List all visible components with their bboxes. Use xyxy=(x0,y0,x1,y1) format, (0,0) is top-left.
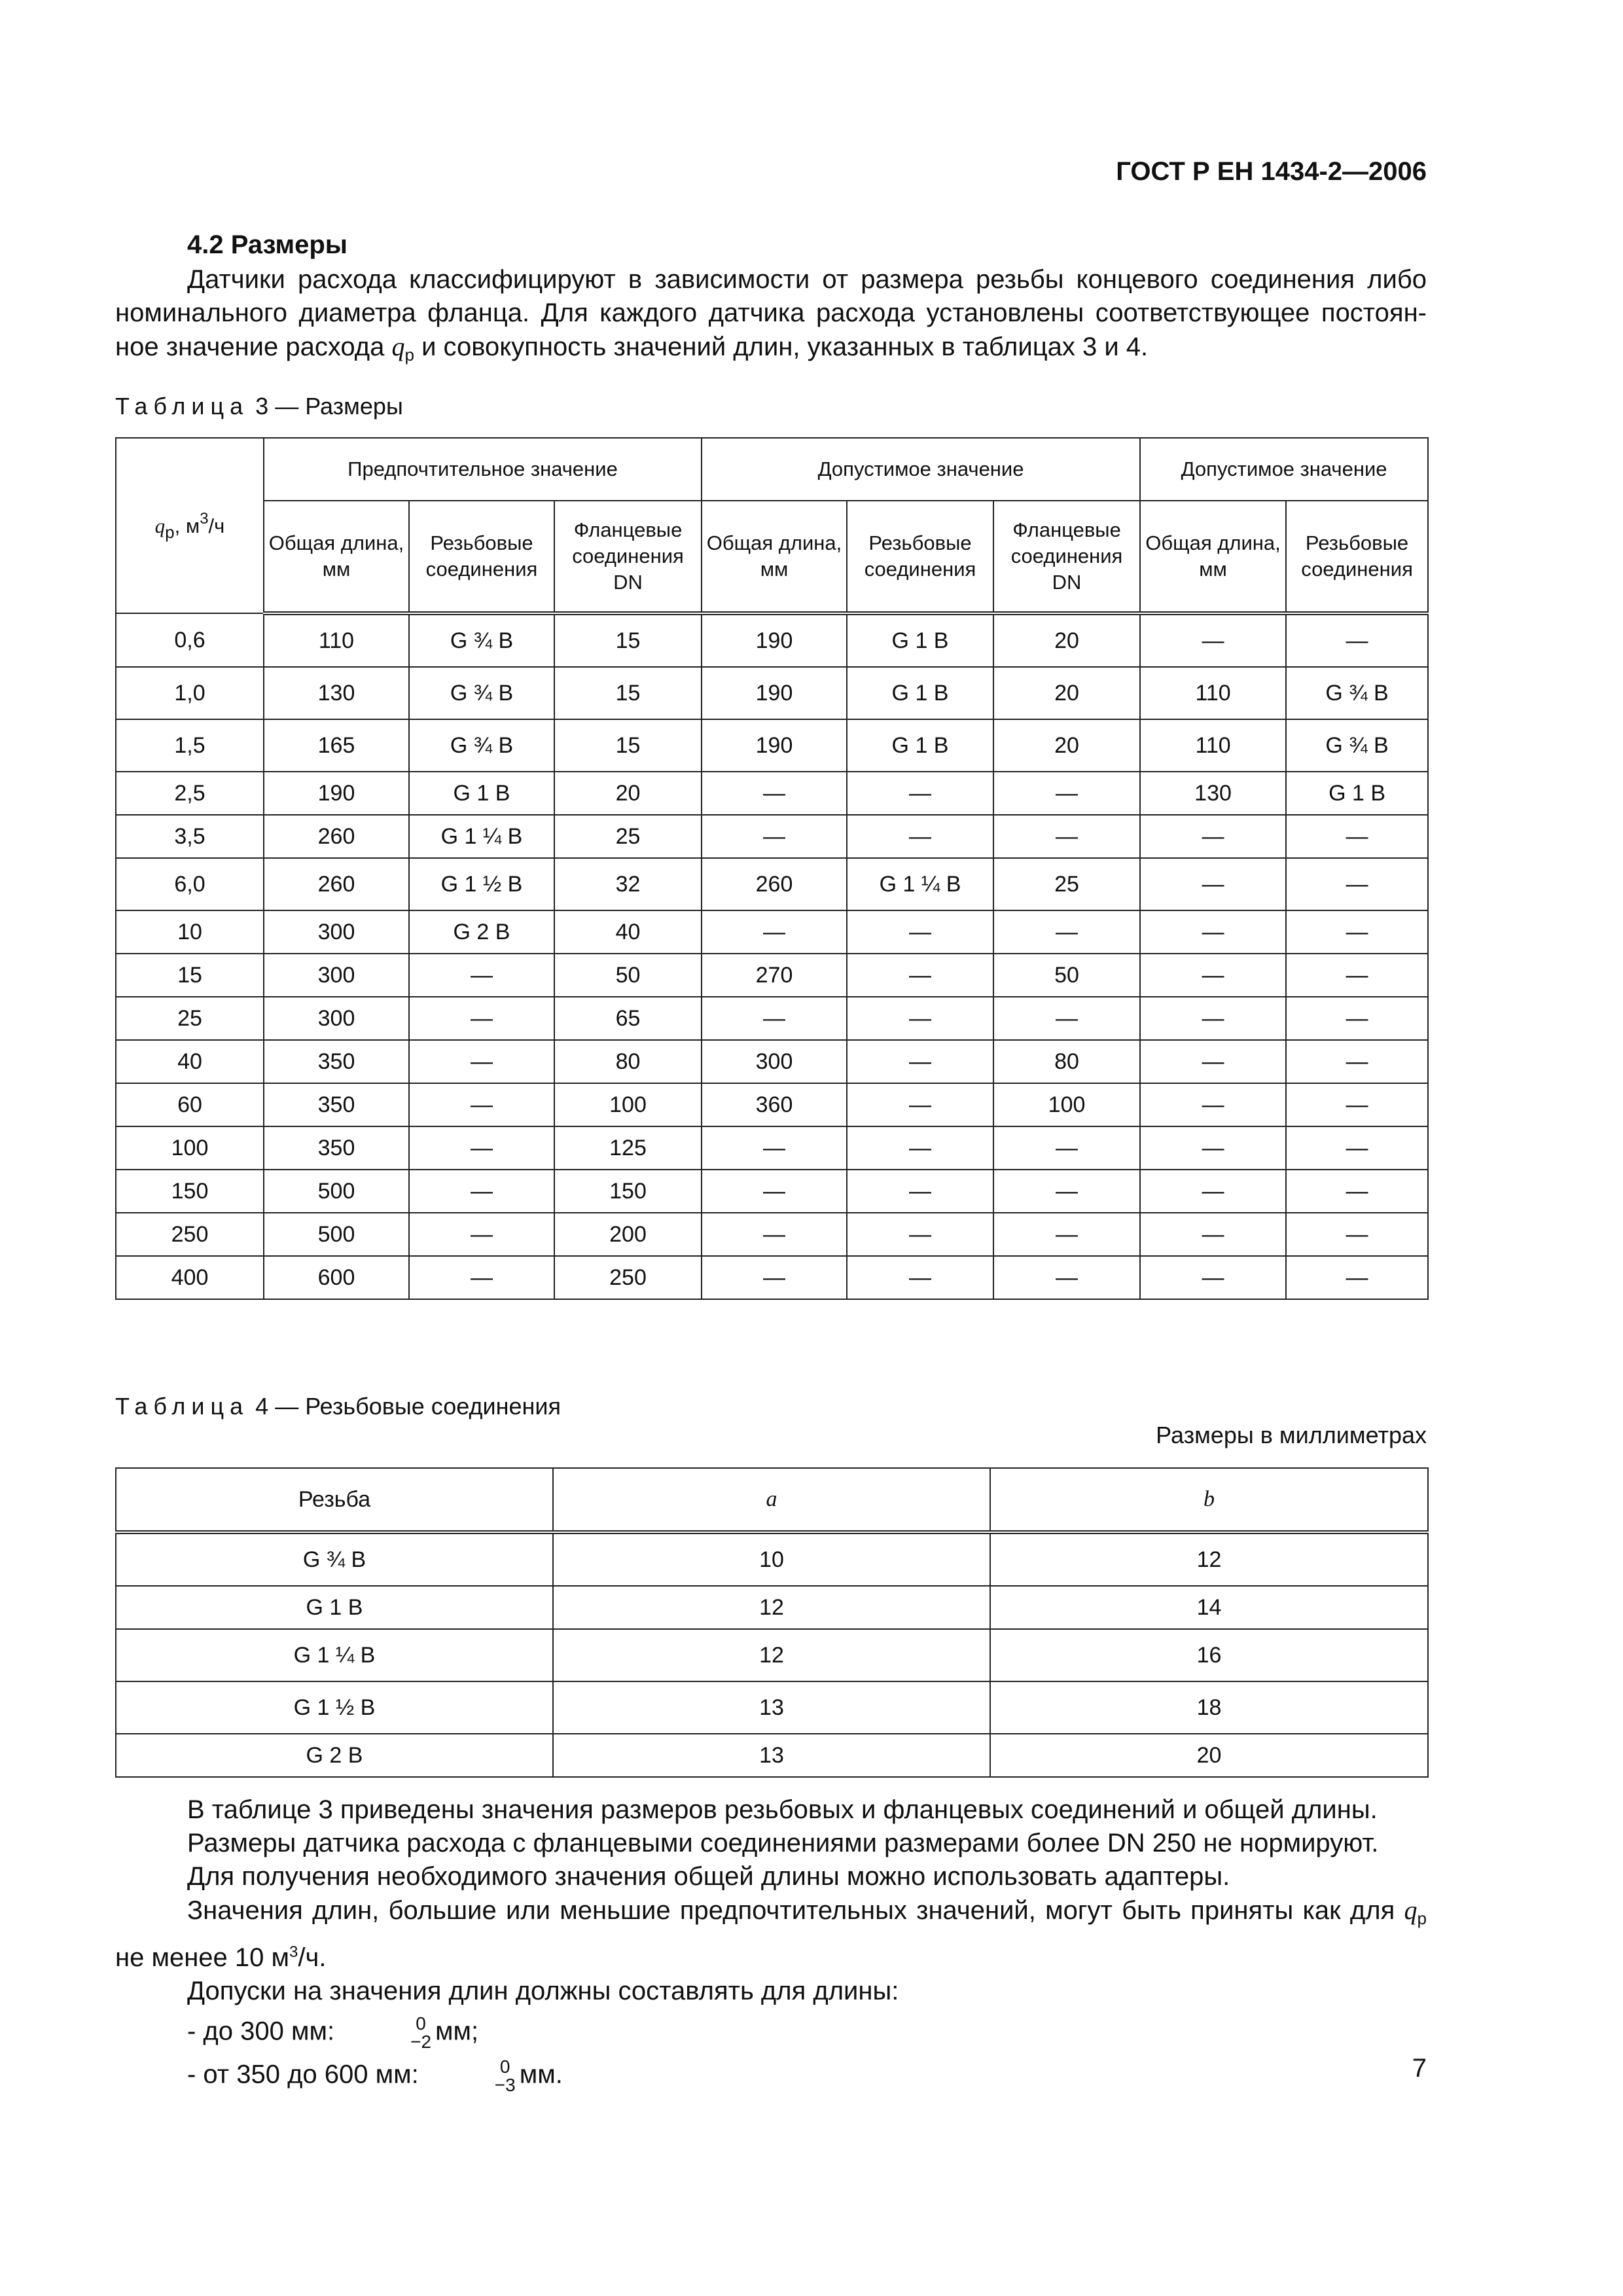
table-cell: — xyxy=(409,1083,554,1126)
table-cell: — xyxy=(409,997,554,1040)
table-cell: — xyxy=(847,1170,993,1213)
table-cell: 20 xyxy=(993,719,1140,772)
table-row xyxy=(116,1170,1428,1213)
table-cell: 400 xyxy=(116,1256,264,1299)
table-cell: 190 xyxy=(702,667,847,719)
table-cell: — xyxy=(1286,858,1428,910)
table-cell: — xyxy=(1140,1256,1286,1299)
table-cell: 50 xyxy=(554,954,702,997)
table-cell: 40 xyxy=(554,910,702,954)
table-cell: — xyxy=(1286,997,1428,1040)
table-cell: — xyxy=(409,954,554,997)
intro-line-1: Датчики расхода классифицируют в зависимости от размера резьбы концевого соединения либо xyxy=(187,265,1427,294)
table-cell: G 1 ¼ B xyxy=(847,858,993,910)
table-cell: 350 xyxy=(264,1083,409,1126)
table-cell: 15 xyxy=(116,954,264,997)
intro-line-3: ное значение расхода $q_p$ и совокупность значений длин, указанных в таблицах 3 и 4. xyxy=(115,332,1149,365)
table-cell: G ¾ B xyxy=(409,667,554,719)
table4-caption: Таблица 4 — Резьбовые соединения xyxy=(115,1393,561,1420)
note-2: Размеры датчика расхода с фланцевыми соединениями размерами более DN 250 не нормируют. xyxy=(187,1829,1379,1857)
tolerance-1: - до 300 мм: 0 −2 мм; xyxy=(187,2013,479,2052)
table-cell: 190 xyxy=(264,772,409,815)
table-cell: 13 xyxy=(553,1681,990,1734)
table-cell: 165 xyxy=(264,719,409,772)
col-thread: Резьбовые соединения xyxy=(409,501,554,613)
table-cell: 260 xyxy=(702,858,847,910)
table-cell: 110 xyxy=(1140,667,1286,719)
table-cell: — xyxy=(1286,815,1428,858)
section-title xyxy=(187,230,348,260)
table-cell: 1,0 xyxy=(116,667,264,719)
table-cell: 0,6 xyxy=(116,613,264,667)
table-cell: G 1 B xyxy=(847,719,993,772)
col-length: Общая длина, мм xyxy=(264,501,409,613)
table-cell: — xyxy=(993,997,1140,1040)
table-cell: 190 xyxy=(702,719,847,772)
table-cell: — xyxy=(847,815,993,858)
table-cell: G 1 ¼ B xyxy=(116,1629,553,1681)
note-5: Допуски на значения длин должны составлять для длины: xyxy=(187,1977,899,2005)
table-cell: 100 xyxy=(993,1083,1140,1126)
table-cell: 25 xyxy=(993,858,1140,910)
table3-caption: Таблица 3 — Размеры xyxy=(115,393,403,420)
table-cell: — xyxy=(1140,1170,1286,1213)
table-row xyxy=(116,719,1428,772)
table-cell: — xyxy=(1286,1126,1428,1170)
table-cell: — xyxy=(409,1256,554,1299)
table-cell: 250 xyxy=(116,1213,264,1256)
table-row xyxy=(116,910,1428,954)
table-cell: 15 xyxy=(554,719,702,772)
table-cell: G 2 B xyxy=(409,910,554,954)
table-cell: 110 xyxy=(264,613,409,667)
table-cell: 350 xyxy=(264,1126,409,1170)
table-cell: 25 xyxy=(116,997,264,1040)
table-cell: — xyxy=(1286,613,1428,667)
table-cell: 10 xyxy=(116,910,264,954)
table-cell: G ¾ B xyxy=(409,613,554,667)
table-cell: — xyxy=(1140,613,1286,667)
table-cell: — xyxy=(847,1126,993,1170)
table4 xyxy=(115,1467,1429,1778)
table-cell: G 1 B xyxy=(116,1586,553,1629)
table-cell: 300 xyxy=(702,1040,847,1083)
table-cell: — xyxy=(847,772,993,815)
table-cell: — xyxy=(1286,954,1428,997)
table-cell: — xyxy=(702,772,847,815)
table-cell: 20 xyxy=(993,667,1140,719)
table-cell: 40 xyxy=(116,1040,264,1083)
table-cell: — xyxy=(1140,997,1286,1040)
table-cell: 250 xyxy=(554,1256,702,1299)
table-cell: G 1 ¼ B xyxy=(409,815,554,858)
table-cell: — xyxy=(409,1040,554,1083)
table-cell: — xyxy=(847,910,993,954)
table-cell: 125 xyxy=(554,1126,702,1170)
table-row xyxy=(116,1681,1428,1734)
table-cell: 260 xyxy=(264,815,409,858)
table-cell: — xyxy=(1140,1083,1286,1126)
table-cell: — xyxy=(702,910,847,954)
intro-line-2: номинального диаметра фланца. Для каждого датчика расхода установлены соответствующее постоян- xyxy=(115,298,1427,327)
table-cell: 3,5 xyxy=(116,815,264,858)
qp-header: $q_p$, $м^3/ч$ xyxy=(116,438,264,613)
table-row xyxy=(116,1126,1428,1170)
table-row xyxy=(116,1734,1428,1777)
table-cell: — xyxy=(1286,1256,1428,1299)
table-row xyxy=(116,1083,1428,1126)
table-cell: 80 xyxy=(554,1040,702,1083)
table-cell: 350 xyxy=(264,1040,409,1083)
table-cell: — xyxy=(1140,815,1286,858)
table-cell: — xyxy=(702,997,847,1040)
table-row xyxy=(116,613,1428,667)
table-cell: G 1 B xyxy=(409,772,554,815)
table-cell: — xyxy=(1286,1170,1428,1213)
table-cell: 500 xyxy=(264,1213,409,1256)
table-cell: — xyxy=(993,772,1140,815)
table-row xyxy=(116,815,1428,858)
table-cell: 200 xyxy=(554,1213,702,1256)
table-cell: — xyxy=(702,1213,847,1256)
table-cell: — xyxy=(993,1170,1140,1213)
table-cell: G 2 B xyxy=(116,1734,553,1777)
table-row xyxy=(116,1629,1428,1681)
note-4: Значения длин, большие или меньшие предпочтительных значений, могут быть приняты как для $q_p$ xyxy=(187,1895,1427,1928)
group-header-allowed-2: Допустимое значение xyxy=(1140,438,1428,501)
group-header-preferred: Предпочтительное значение xyxy=(264,438,702,501)
table-cell: 300 xyxy=(264,997,409,1040)
table-cell: 260 xyxy=(264,858,409,910)
table-cell: G 1 B xyxy=(847,613,993,667)
section-number: 4.2 xyxy=(187,230,224,259)
table-cell: 20 xyxy=(993,613,1140,667)
table-cell: 300 xyxy=(264,910,409,954)
table-cell: — xyxy=(702,1126,847,1170)
table-row xyxy=(116,1213,1428,1256)
table-row xyxy=(116,1256,1428,1299)
note-4-cont: не менее 10 $м^3/ч$. xyxy=(115,1943,327,1972)
table-cell: — xyxy=(1140,858,1286,910)
tolerance-2: - от 350 до 600 мм: 0 −3 мм. xyxy=(187,2056,563,2095)
table-cell: 20 xyxy=(990,1734,1428,1777)
group-header-allowed: Допустимое значение xyxy=(702,438,1140,501)
table-cell: — xyxy=(409,1170,554,1213)
table-cell: 270 xyxy=(702,954,847,997)
table-cell: 65 xyxy=(554,997,702,1040)
table-cell: 600 xyxy=(264,1256,409,1299)
table-cell: — xyxy=(1140,910,1286,954)
table-cell: 360 xyxy=(702,1083,847,1126)
col-thread: Резьбовые соединения xyxy=(1286,501,1428,613)
table-cell: — xyxy=(847,1213,993,1256)
table-cell: — xyxy=(993,1256,1140,1299)
table-cell: 100 xyxy=(554,1083,702,1126)
col-length: Общая длина, мм xyxy=(702,501,847,613)
table-cell: — xyxy=(1286,910,1428,954)
intro-paragraph xyxy=(115,263,1427,372)
table-cell: 300 xyxy=(264,954,409,997)
table-row xyxy=(116,1532,1428,1586)
table-cell: 32 xyxy=(554,858,702,910)
col-thread: Резьбовые соединения xyxy=(847,501,993,613)
table-cell: — xyxy=(1286,1083,1428,1126)
table-cell: — xyxy=(847,954,993,997)
table-cell: 2,5 xyxy=(116,772,264,815)
table-cell: 50 xyxy=(993,954,1140,997)
table-cell: — xyxy=(993,1213,1140,1256)
table-cell: 500 xyxy=(264,1170,409,1213)
document-header: ГОСТ Р ЕН 1434-2—2006 xyxy=(1116,157,1427,186)
table-cell: — xyxy=(409,1213,554,1256)
table-cell: G 1 B xyxy=(1286,772,1428,815)
table-cell: — xyxy=(847,997,993,1040)
table-cell: 12 xyxy=(553,1629,990,1681)
table-cell: 25 xyxy=(554,815,702,858)
table-cell: — xyxy=(993,815,1140,858)
table-row xyxy=(116,1040,1428,1083)
page-number: 7 xyxy=(1412,2054,1427,2083)
note-1: В таблице 3 приведены значения размеров резьбовых и фланцевых соединений и общей длины. xyxy=(187,1795,1378,1824)
table-cell: — xyxy=(702,1170,847,1213)
table-cell: 130 xyxy=(1140,772,1286,815)
table-cell: G 1 ½ B xyxy=(409,858,554,910)
table-cell: — xyxy=(847,1083,993,1126)
col-b: b xyxy=(990,1468,1428,1532)
table-cell: 12 xyxy=(553,1586,990,1629)
table-cell: — xyxy=(1140,1040,1286,1083)
table-cell: 13 xyxy=(553,1734,990,1777)
col-thread-size: Резьба xyxy=(116,1468,553,1532)
table-cell: — xyxy=(1140,1126,1286,1170)
table-cell: 80 xyxy=(993,1040,1140,1083)
table-cell: — xyxy=(702,815,847,858)
table-cell: 100 xyxy=(116,1126,264,1170)
table-cell: G 1 ½ B xyxy=(116,1681,553,1734)
table-cell: 15 xyxy=(554,613,702,667)
units-note: Размеры в миллиметрах xyxy=(1156,1422,1427,1448)
table-cell: G 1 B xyxy=(847,667,993,719)
col-a: a xyxy=(553,1468,990,1532)
table-cell: G ¾ B xyxy=(116,1532,553,1586)
table3 xyxy=(115,437,1429,1300)
col-flange: Фланцевые соединения DN xyxy=(554,501,702,613)
table-cell: — xyxy=(409,1126,554,1170)
table-cell: 10 xyxy=(553,1532,990,1586)
table-cell: — xyxy=(1286,1040,1428,1083)
table-cell: — xyxy=(993,910,1140,954)
note-3: Для получения необходимого значения общей длины можно использовать адаптеры. xyxy=(187,1862,1230,1891)
table-cell: G ¾ B xyxy=(409,719,554,772)
table-cell: 130 xyxy=(264,667,409,719)
table-row xyxy=(116,667,1428,719)
table-cell: 190 xyxy=(702,613,847,667)
table-row xyxy=(116,954,1428,997)
table-cell: G ¾ B xyxy=(1286,719,1428,772)
table-cell: 14 xyxy=(990,1586,1428,1629)
table-cell: 110 xyxy=(1140,719,1286,772)
table-cell: — xyxy=(1286,1213,1428,1256)
table-cell: — xyxy=(702,1256,847,1299)
table-row xyxy=(116,1586,1428,1629)
table-row xyxy=(116,858,1428,910)
col-flange: Фланцевые соединения DN xyxy=(993,501,1140,613)
table-cell: G ¾ B xyxy=(1286,667,1428,719)
table-cell: 20 xyxy=(554,772,702,815)
table-cell: 15 xyxy=(554,667,702,719)
table-row xyxy=(116,772,1428,815)
table-cell: 18 xyxy=(990,1681,1428,1734)
notes xyxy=(115,1793,1427,2094)
table-cell: 60 xyxy=(116,1083,264,1126)
table-cell: 150 xyxy=(116,1170,264,1213)
table-cell: — xyxy=(1140,954,1286,997)
table-cell: 6,0 xyxy=(116,858,264,910)
table-cell: — xyxy=(993,1126,1140,1170)
col-length: Общая длина, мм xyxy=(1140,501,1286,613)
section-title-text: Размеры xyxy=(230,230,348,259)
table-cell: 1,5 xyxy=(116,719,264,772)
table-cell: 12 xyxy=(990,1532,1428,1586)
table-cell: — xyxy=(847,1256,993,1299)
table-cell: — xyxy=(847,1040,993,1083)
table-cell: 150 xyxy=(554,1170,702,1213)
table-cell: — xyxy=(1140,1213,1286,1256)
table-row xyxy=(116,997,1428,1040)
table-cell: 16 xyxy=(990,1629,1428,1681)
